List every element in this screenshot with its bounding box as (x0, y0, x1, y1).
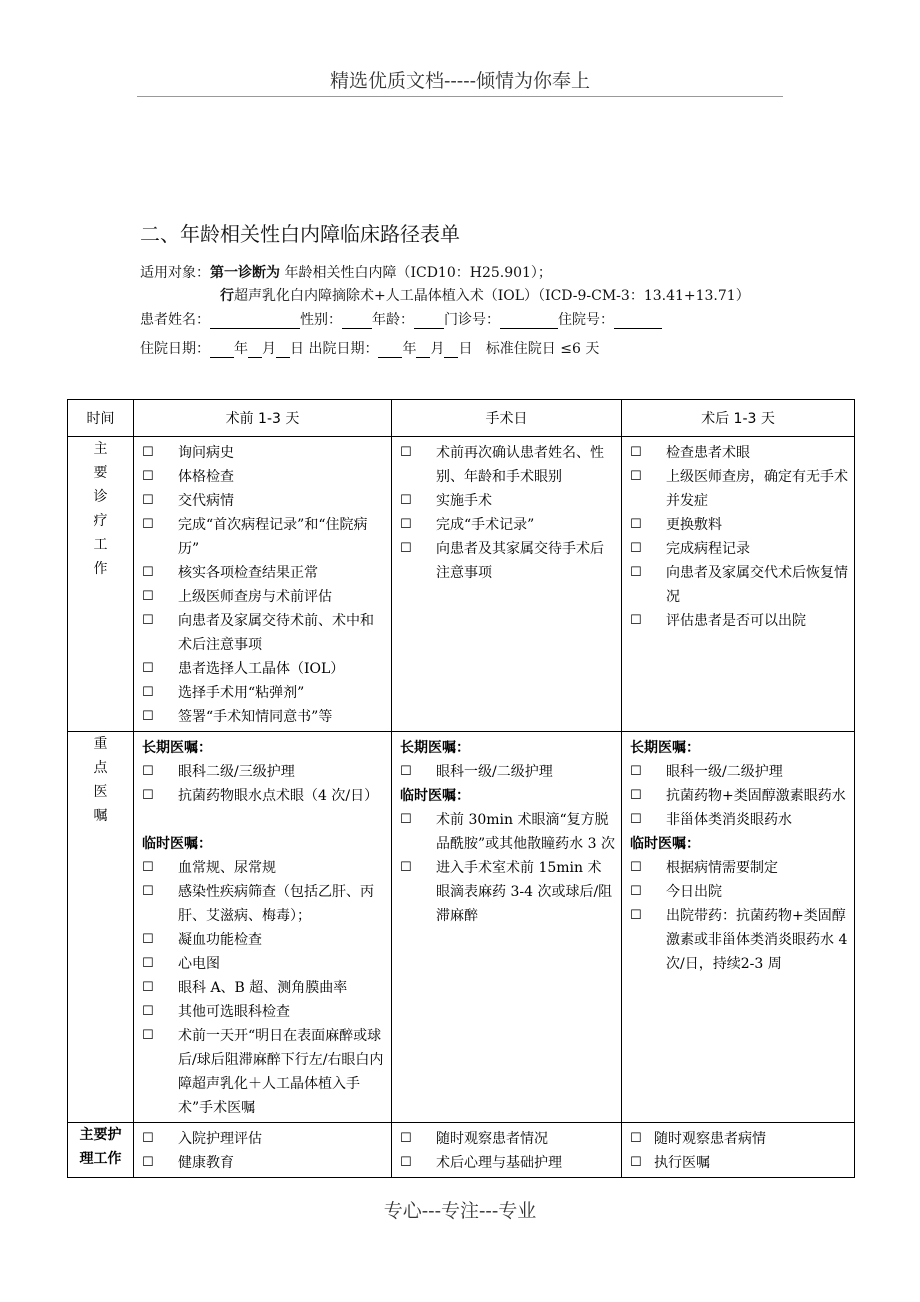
checkbox-icon[interactable]: ☐ (400, 493, 412, 508)
discharge-year-unit: 年 (402, 341, 417, 357)
checklist-item-text: 凝血功能检查 (178, 932, 262, 948)
checklist-item (630, 537, 848, 561)
checklist-item-text: 询问病史 (178, 445, 234, 461)
checkbox-icon[interactable]: ☐ (630, 1155, 642, 1170)
age-label: 年龄： (372, 312, 414, 328)
checklist-item-text: 交代病情 (178, 493, 234, 509)
checklist-item (630, 465, 848, 513)
header-postop: 术后 1-3 天 (622, 400, 855, 437)
checkbox-icon[interactable]: ☐ (142, 589, 154, 604)
row-nursing-work (68, 1123, 855, 1178)
dates-line (140, 338, 599, 358)
clinical-pathway-table (67, 399, 855, 1178)
checkbox-icon[interactable]: ☐ (142, 1131, 154, 1146)
checkbox-icon[interactable]: ☐ (630, 445, 642, 460)
checklist-item-text: 根据病情需要制定 (666, 860, 778, 876)
admit-month-unit: 月 (262, 341, 276, 357)
checklist-item (142, 880, 385, 928)
checkbox-icon[interactable]: ☐ (630, 469, 642, 484)
checklist-item-text: 出院带药：抗菌药物+类固醇激素或非甾体类消炎眼药水 4 次/日，持续2-3 周 (666, 908, 848, 972)
orders-surgery-cell (392, 732, 622, 1123)
sex-label: 性别： (300, 312, 342, 328)
checkbox-icon[interactable]: ☐ (630, 884, 642, 899)
checkbox-icon[interactable]: ☐ (142, 932, 154, 947)
checklist-item-text: 更换敷料 (666, 517, 722, 533)
row-label-diagnosis: 主要诊疗工作 (68, 437, 134, 732)
checklist-item (630, 760, 848, 784)
temporary-orders-label: 临时医嘱： (630, 836, 700, 852)
checklist-item-text: 眼科 A、B 超、测角膜曲率 (178, 980, 348, 996)
clinic-no-field[interactable] (500, 314, 558, 329)
orders-preop-cell (134, 732, 392, 1123)
checkbox-icon[interactable]: ☐ (400, 1155, 412, 1170)
header-preop: 术前 1-3 天 (134, 400, 392, 437)
checkbox-icon[interactable]: ☐ (142, 980, 154, 995)
checklist-item (630, 856, 848, 880)
checkbox-icon[interactable]: ☐ (142, 469, 154, 484)
checklist-item (142, 1127, 385, 1151)
checkbox-icon[interactable]: ☐ (400, 1131, 412, 1146)
checklist-item (400, 537, 615, 585)
checklist-item-text: 随时观察患者情况 (436, 1131, 548, 1147)
checklist-item-text: 心电图 (178, 956, 220, 972)
checklist-item (400, 441, 615, 489)
checklist-item-text: 执行医嘱 (654, 1155, 710, 1171)
checkbox-icon[interactable]: ☐ (142, 956, 154, 971)
checklist-item-text: 向患者及家属交代术后恢复情况 (666, 565, 848, 605)
checklist-item-text: 术前一天开“明日在表面麻醉或球后/球后阻滞麻醉下行左/右眼白内障超声乳化＋人工晶体植入手术”手术医嘱 (178, 1028, 384, 1116)
patient-info-line (140, 309, 662, 329)
checklist-item (142, 561, 385, 585)
header-surgery-day: 手术日 (392, 400, 622, 437)
checklist-item (142, 585, 385, 609)
checklist-item-text: 完成“首次病程记录”和“住院病历” (178, 517, 368, 557)
checklist-item-text: 眼科二级/三级护理 (178, 764, 295, 780)
checklist-item-text: 抗菌药物+类固醇激素眼药水 (666, 788, 846, 804)
checkbox-icon[interactable]: ☐ (142, 709, 154, 724)
checklist-item (142, 1024, 385, 1120)
checklist-item-text: 选择手术用“粘弹剂” (178, 685, 305, 701)
checkbox-icon[interactable]: ☐ (142, 1155, 154, 1170)
nursing-surgery-cell (392, 1123, 622, 1178)
discharge-year-field[interactable] (378, 343, 402, 358)
checkbox-icon[interactable]: ☐ (142, 860, 154, 875)
checklist-item (142, 489, 385, 513)
diagnosis-text: 年龄相关性白内障（ICD10：H25.901）； (284, 265, 552, 281)
checklist-item (400, 808, 615, 856)
checklist-item (630, 441, 848, 465)
long-term-orders-label: 长期医嘱： (630, 740, 700, 756)
checklist-item (142, 657, 385, 681)
checklist-item-text: 术前 30min 术眼滴“复方脱品酰胺”或其他散瞳药水 3 次 (436, 812, 615, 852)
checklist-item (142, 784, 385, 808)
checkbox-icon[interactable]: ☐ (142, 685, 154, 700)
sex-field[interactable] (342, 314, 372, 329)
checklist-item (142, 705, 385, 729)
checklist-item-text: 健康教育 (178, 1155, 234, 1171)
procedure-line (220, 285, 750, 305)
admit-year-field[interactable] (210, 343, 234, 358)
checklist-item-text: 非甾体类消炎眼药水 (666, 812, 792, 828)
header-time: 时间 (68, 400, 134, 437)
age-field[interactable] (414, 314, 444, 329)
page-header: 精选优质文档-----倾情为你奉上 (329, 70, 591, 92)
admit-label: 住院日期： (140, 341, 210, 357)
header-divider (137, 96, 783, 97)
checkbox-icon[interactable]: ☐ (142, 764, 154, 779)
admit-year-unit: 年 (234, 341, 248, 357)
checkbox-icon[interactable]: ☐ (142, 493, 154, 508)
nursing-postop-cell (622, 1123, 855, 1178)
checklist-item-text: 向患者及其家属交待手术后注意事项 (436, 541, 604, 581)
checklist-item-text: 随时观察患者病情 (654, 1131, 766, 1147)
admit-month-field[interactable] (248, 343, 262, 358)
checkbox-icon[interactable]: ☐ (142, 1028, 154, 1043)
checklist-item (630, 904, 848, 976)
checkbox-icon[interactable]: ☐ (142, 884, 154, 899)
checklist-item (400, 1127, 615, 1151)
checklist-item-text: 其他可选眼科检查 (178, 1004, 290, 1020)
checkbox-icon[interactable]: ☐ (400, 541, 412, 556)
checklist-item (630, 808, 848, 832)
checkbox-icon[interactable]: ☐ (630, 565, 642, 580)
checkbox-icon[interactable]: ☐ (142, 788, 154, 803)
checkbox-icon[interactable]: ☐ (400, 764, 412, 779)
checklist-item-text: 眼科一级/二级护理 (436, 764, 553, 780)
admit-day-unit: 日 (290, 341, 304, 357)
checkbox-icon[interactable]: ☐ (400, 860, 412, 875)
long-term-orders-label: 长期医嘱： (142, 740, 212, 756)
diagnosis-label: 第一诊断为 (210, 265, 280, 281)
checkbox-icon[interactable]: ☐ (142, 565, 154, 580)
diagnosis-preop-cell (134, 437, 392, 732)
discharge-month-field[interactable] (416, 343, 430, 358)
checklist-item-text: 向患者及家属交待术前、术中和术后注意事项 (178, 613, 374, 653)
row-label-orders: 重点医嘱 (68, 732, 134, 1123)
checklist-item-text: 实施手术 (436, 493, 492, 509)
checkbox-icon[interactable]: ☐ (630, 812, 642, 827)
checklist-item-text: 术后心理与基础护理 (436, 1155, 562, 1171)
applicable-line (140, 262, 552, 282)
checkbox-icon[interactable]: ☐ (400, 445, 412, 460)
checklist-item-text: 眼科一级/二级护理 (666, 764, 783, 780)
checkbox-icon[interactable]: ☐ (400, 812, 412, 827)
checklist-item (630, 880, 848, 904)
checklist-item-text: 抗菌药物眼水点术眼（4 次/日） (178, 788, 379, 804)
long-term-orders-label: 长期医嘱： (400, 740, 470, 756)
row-label-nursing: 主要护理工作 (68, 1123, 134, 1178)
checkbox-icon[interactable]: ☐ (400, 517, 412, 532)
row-key-orders (68, 732, 855, 1123)
checkbox-icon[interactable]: ☐ (630, 541, 642, 556)
inpatient-no-field[interactable] (614, 314, 662, 329)
checklist-item (400, 489, 615, 513)
checkbox-icon[interactable]: ☐ (630, 764, 642, 779)
diagnosis-surgery-cell (392, 437, 622, 732)
checklist-item-text: 核实各项检查结果正常 (178, 565, 318, 581)
checkbox-icon[interactable]: ☐ (142, 445, 154, 460)
checklist-item-text: 完成病程记录 (666, 541, 750, 557)
checklist-item-text: 检查患者术眼 (666, 445, 750, 461)
checkbox-icon[interactable]: ☐ (630, 788, 642, 803)
diagnosis-postop-cell (622, 437, 855, 732)
checklist-item (142, 760, 385, 784)
patient-name-label: 患者姓名： (140, 312, 210, 328)
document-title: 二、年龄相关性白内障临床路径表单 (140, 222, 460, 246)
checklist-item (630, 1151, 848, 1175)
clinic-no-label: 门诊号： (444, 312, 500, 328)
checklist-item (630, 609, 848, 633)
checklist-item (630, 513, 848, 537)
temporary-orders-label: 临时医嘱： (142, 836, 212, 852)
checklist-item (400, 513, 615, 537)
procedure-label: 行 (220, 288, 234, 304)
checklist-item (142, 609, 385, 657)
standard-stay: 标准住院日 ≤6 天 (485, 341, 600, 357)
checklist-item-text: 上级医师查房与术前评估 (178, 589, 332, 605)
admit-day-field[interactable] (276, 343, 290, 358)
checklist-item-text: 术前再次确认患者姓名、性别、年龄和手术眼别 (436, 445, 604, 485)
checklist-item (630, 784, 848, 808)
checkbox-icon[interactable]: ☐ (630, 613, 642, 628)
checklist-item (142, 513, 385, 561)
checklist-item-text: 进入手术室术前 15min 术眼滴表麻药 3-4 次或球后/阻滞麻醉 (436, 860, 613, 924)
checkbox-icon[interactable]: ☐ (630, 1131, 642, 1146)
checklist-item (400, 760, 615, 784)
checklist-item (142, 465, 385, 489)
checklist-item-text: 上级医师查房，确定有无手术并发症 (666, 469, 848, 509)
checklist-item-text: 今日出院 (666, 884, 722, 900)
temporary-orders-label: 临时医嘱： (400, 788, 470, 804)
discharge-day-field[interactable] (444, 343, 458, 358)
patient-name-field[interactable] (210, 314, 300, 329)
checklist-item (142, 856, 385, 880)
checklist-item (142, 681, 385, 705)
page-footer: 专心---专注---专业 (383, 1200, 537, 1222)
checklist-item (630, 561, 848, 609)
checklist-item (142, 952, 385, 976)
discharge-month-unit: 月 (430, 341, 445, 357)
applicable-label: 适用对象： (140, 265, 210, 281)
discharge-day-unit: 日 (458, 341, 473, 357)
checklist-item (142, 976, 385, 1000)
procedure-text: 超声乳化白内障摘除术+人工晶体植入术（IOL）（ICD-9-CM-3：13.41+13.71） (234, 288, 750, 304)
table-header-row (68, 400, 855, 437)
checkbox-icon[interactable]: ☐ (142, 517, 154, 532)
checklist-item-text: 患者选择人工晶体（IOL） (178, 661, 345, 677)
checklist-item (142, 1151, 385, 1175)
checkbox-icon[interactable]: ☐ (630, 517, 642, 532)
discharge-label: 出院日期： (308, 341, 379, 357)
checklist-item-text: 完成“手术记录” (436, 517, 535, 533)
checkbox-icon[interactable]: ☐ (630, 908, 642, 923)
checklist-item-text: 评估患者是否可以出院 (666, 613, 806, 629)
nursing-preop-cell (134, 1123, 392, 1178)
checklist-item-text: 入院护理评估 (178, 1131, 262, 1147)
checklist-item (400, 1151, 615, 1175)
checklist-item-text: 签署“手术知情同意书”等 (178, 709, 333, 725)
checkbox-icon[interactable]: ☐ (142, 661, 154, 676)
inpatient-no-label: 住院号： (558, 312, 614, 328)
checklist-item (630, 1127, 848, 1151)
checklist-item-text: 体格检查 (178, 469, 234, 485)
row-diagnosis-work (68, 437, 855, 732)
checkbox-icon[interactable]: ☐ (142, 1004, 154, 1019)
checkbox-icon[interactable]: ☐ (630, 860, 642, 875)
checklist-item-text: 感染性疾病筛查（包括乙肝、丙肝、艾滋病、梅毒）； (178, 884, 374, 924)
checklist-item (142, 1000, 385, 1024)
checklist-item-text: 血常规、尿常规 (178, 860, 276, 876)
checklist-item (142, 928, 385, 952)
orders-postop-cell (622, 732, 855, 1123)
checklist-item (142, 441, 385, 465)
checklist-item (400, 856, 615, 928)
checkbox-icon[interactable]: ☐ (142, 613, 154, 628)
